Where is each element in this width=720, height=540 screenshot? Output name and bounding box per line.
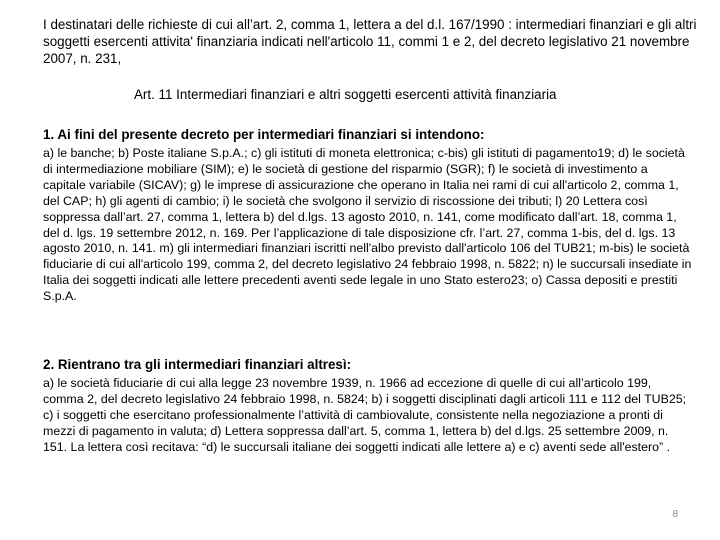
section-2-body: a) le società fiduciarie di cui alla legge 23 novembre 1939, n. 1966 ad eccezione di quelle di cui all’articolo 199, comma 2, del decreto legislativo 24 febbraio 1998, n. 5824; b) i soggetti disciplinati dagli articoli 111 e 112 del TUB25; c) i soggetti che esercitano professionalmente l’attività di cambiovalute, consistente nella negoziazione a pronti di mezzi di pagamento in valuta; d) Lettera soppressa dall’art. 5, comma 1, lettera b) del d.lgs. 25 settembre 2009, n. 151. La lettera così recitava: “d) le succursali italiane dei soggetti indicati alle lettere a) e c) aventi sede all'estero” .	[43, 376, 687, 454]
article-title: Art. 11 Intermediari finanziari e altri soggetti esercenti attività finanziaria	[134, 87, 557, 102]
page-number: 8	[672, 509, 678, 520]
section-1-body: a) le banche; b) Poste italiane S.p.A.; c) gli istituti di moneta elettronica; c-bis) gli istituti di pagamento19; d) le società di intermediazione mobiliare (SIM); e) le società di gestione del risparmio (SGR); f) le società di investimento a capitale variabile (SICAV); g) le imprese di assicurazione che operano in Italia nei rami di cui all'articolo 2, comma 1, del CAP; h) gli agenti di cambio; i) le società che svolgono il servizio di riscossione dei tributi; l) 20 Lettera così soppressa dall’art. 27, comma 1, lettera b) del d.lgs. 13 agosto 2010, n. 141, come modificato dall’art. 18, comma 1, del d. lgs. 19 settembre 2012, n. 169. Per l’applicazione di tale disposizione cfr. l’art. 27, comma 1-bis, del d. lgs. 13 agosto 2010, n. 141. m) gli intermediari finanziari iscritti nell'albo previsto dall'articolo 106 del TUB21; m-bis) le società fiduciarie di cui all'articolo 199, comma 2, del decreto legislativo 24 febbraio 1998, n. 5822; n) le succursali insediate in Italia dei soggetti indicati alle lettere precedenti aventi sede legale in uno Stato estero23; o) Cassa depositi e prestiti S.p.A.	[43, 146, 692, 304]
section-1	[43, 126, 693, 305]
section-2-title: 2. Rientrano tra gli intermediari finanziari altresì:	[43, 357, 352, 372]
document-heading: I destinatari delle richieste di cui all’art. 2, comma 1, lettera a del d.l. 167/1990 : intermediari finanziari e gli altri soggetti esercenti attivita' finanziaria indicati nell'articolo 11, commi 1 e 2, del decreto legislativo 21 novembre 2007, n. 231,	[43, 17, 697, 66]
section-1-title: 1. Ai fini del presente decreto per intermediari finanziari si intendono:	[43, 127, 485, 142]
section-2	[43, 356, 693, 456]
